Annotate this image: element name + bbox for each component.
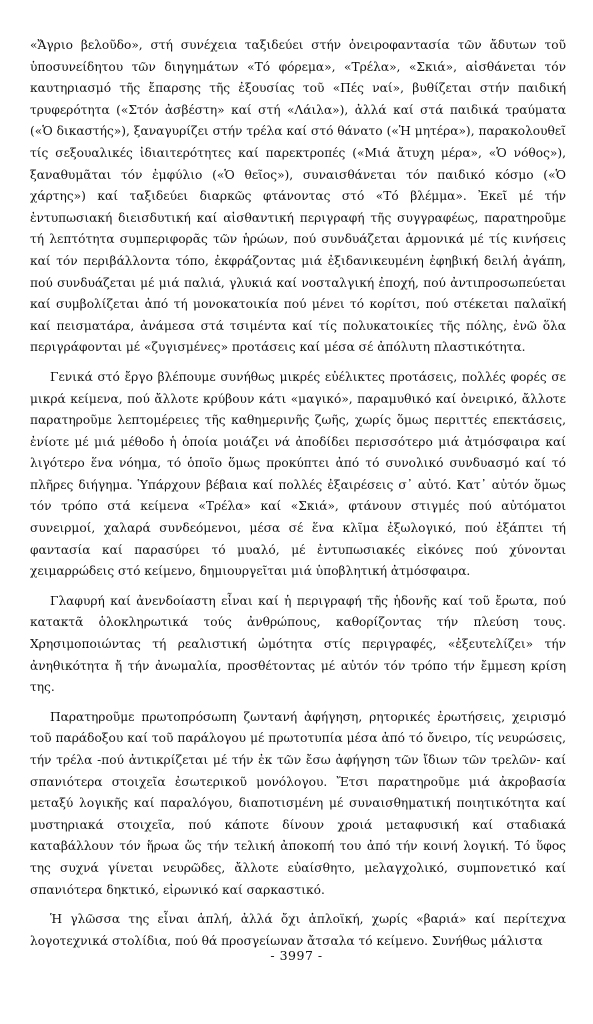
paragraph-1: «Ἄγριο βελοῦδο», στή συνέχεια ταξιδεύει στήν ὀνειροφαντασία τῶν ἄδυτων τοῦ ὑποσυνείδητου τῶν διηγημάτων «Τό φόρεμα», «Τρέλα», «Σκιά», αἰσθάνεται τόν καυτηριασμό τῆς ἔπαρσης τῆς ἐξουσίας τοῦ «Πές ναί», βυθίζεται στήν παιδική τρυφερότητα («Στόν ἀσβέστη» καί στή «Λάιλα»), ἀλλά καί στά παιδικά τραύματα («Ὁ δικαστής»), ξαναγυρίζει στήν τρέλα καί στό θάνατο («Ἡ μητέρα»), παρακολουθεῖ τίς σεξουαλικές ἰδιαιτερότητες καί παρεκτροπές («Μιά ἄτυχη μέρα», «Ὁ νόθος»), ξαναθυμᾶται τόν ἐμφύλιο («Ὁ θεῖος»), συναισθάνεται τόν παιδικό κόσμο («Ὁ χάρτης») καί ταξιδεύει διαρκῶς φτάνοντας στό «Τό βλέμμα». Ἐκεῖ μέ τήν ἐντυπωσιακή διεισδυτική καί αἰσθαντική περιγραφή τῆς συγγραφέως, παρατηροῦμε τή λεπτότητα συμπεριφορᾶς τῶν ἡρώων, πού συνδυάζεται ἁρμονικά μέ τίς κινήσεις καί τόν περιβάλλοντα τόπο, ἐκφράζοντας μιά ἐξιδανικευμένη ἐφηβική δειλή ἀγάπη, πού συνδυάζεται μέ μιά παλιά, γλυκιά καί νοσταλγική ἐποχή, πού ἀντιπροσωπεύεται καί συμβολίζεται ἀπό τή μονοκατοικία πού μένει τό κορίτσι, πού στέκεται παλαϊκή καί πεισματάρα, ἀνάμεσα στά τσιμέντα καί τίς πολυκατοικίες τῆς πόλης, ἐνῶ ὅλα περιγράφονται μέ «ζυγισμένες» προτάσεις καί μέσα σέ ἀπόλυτη πλαστικότητα. bbox=[30, 38, 566, 355]
body-text bbox=[30, 35, 566, 960]
paragraph-2: Γενικά στό ἔργο βλέπουμε συνήθως μικρές εὐέλικτες προτάσεις, πολλές φορές σε μικρά κείμενα, πού ἄλλοτε κρύβουν κάτι «μαγικό», παραμυθικό καί ὀνειρικό, ἄλλοτε παρατηροῦμε λεπτομέρειες τῆς καθημερινῆς ζωῆς, χωρίς ὅμως περιττές επεκτάσεις, ἐνίοτε μέ μιά μέθοδο ἡ ὁποία μοιάζει νά ἀποδίδει περισσότερο μιά ἀτμόσφαιρα καί λιγότερο ἕνα νόημα, τό ὁποῖο ὅμως προκύπτει ἀπό τό συνολικό συνδυασμό καί τό πλῆρες διήγημα. Ὑπάρχουν βέβαια καί πολλές ἐξαιρέσεις σ᾿ αὐτό. Κατ᾿ αὐτόν ὅμως τόν τρόπο στά κείμενα «Τρέλα» καί «Σκιά», φτάνουν στιγμές πού αὐτόματοι συνειρμοί, χαλαρά συνδεόμενοι, μέσα σέ ἕνα κλῖμα ἐξωλογικό, πού ἐξάπτει τή φαντασία καί παρασύρει τό μυαλό, μέ ἐντυπωσιακές εἰκόνες πού χύνονται χειμαρρώδεις στό κείμενο, δημιουργεῖται μιά ὑποβλητική ἀτμόσφαιρα. bbox=[30, 369, 566, 579]
paragraph-3: Γλαφυρή καί ἀνενδοίαστη εἶναι καί ἡ περιγραφή τῆς ἡδονῆς καί τοῦ ἔρωτα, πού κατακτᾶ ὁλοκληρωτικά τούς ἀνθρώπους, καθορίζοντας τήν πλεύση τους. Χρησιμοποιώντας τή ρεαλιστική ὠμότητα στίς περιγραφές, «ἐξευτελίζει» τήν ἀνηθικότητα ἤ τήν ἀνωμαλία, προσθέτοντας μέ αὐτόν τόν τρόπο τήν ἔμμεση κρίση της. bbox=[30, 593, 566, 695]
paragraph-4: Παρατηροῦμε πρωτοπρόσωπη ζωντανή ἀφήγηση, ρητορικές ἐρωτήσεις, χειρισμό τοῦ παράδοξου καί τοῦ παράλογου μέ πρωτοτυπία μέσα ἀπό τό ὄνειρο, τίς νευρώσεις, τήν τρέλα -πού ἀντικρίζεται μέ τήν ἐκ τῶν ἔσω ἀφήγηση τῶν ἴδιων τῶν τρελῶν- καί σπανιότερα στοιχεῖα ἐσωτερικοῦ μονόλογου. Ἔτσι παρατηροῦμε μιά ἀκροβασία μεταξύ λογικῆς καί παραλόγου, διαποτισμένη μέ συναισθηματική ποιητικότητα καί μυστηριακά στοιχεῖα, πού κάποτε δίνουν χροιά μεταφυσική καί σταδιακά καταβάλλουν τόν ἥρωα ὥς τήν τελική ἀποκοπή του ἀπό τήν κοινή λογική. Τό ὕφος της συχνά γίνεται νευρῶδες, ἄλλοτε εὐαίσθητο, μελαγχολικό, συμπονετικό καί σπανιότερα δηκτικό, εἰρωνικό καί σαρκαστικό. bbox=[30, 709, 566, 897]
page-number: - 3997 - bbox=[270, 948, 323, 963]
paragraph-5: Ἡ γλῶσσα της εἶναι ἁπλή, ἀλλά ὄχι ἁπλοϊκή, χωρίς «βαριά» καί περίτεχνα λογοτεχνικά στολίδια, πού θά προσγείωναν ἄτσαλα τό κείμενο. Συνήθως μάλιστα bbox=[30, 912, 566, 948]
